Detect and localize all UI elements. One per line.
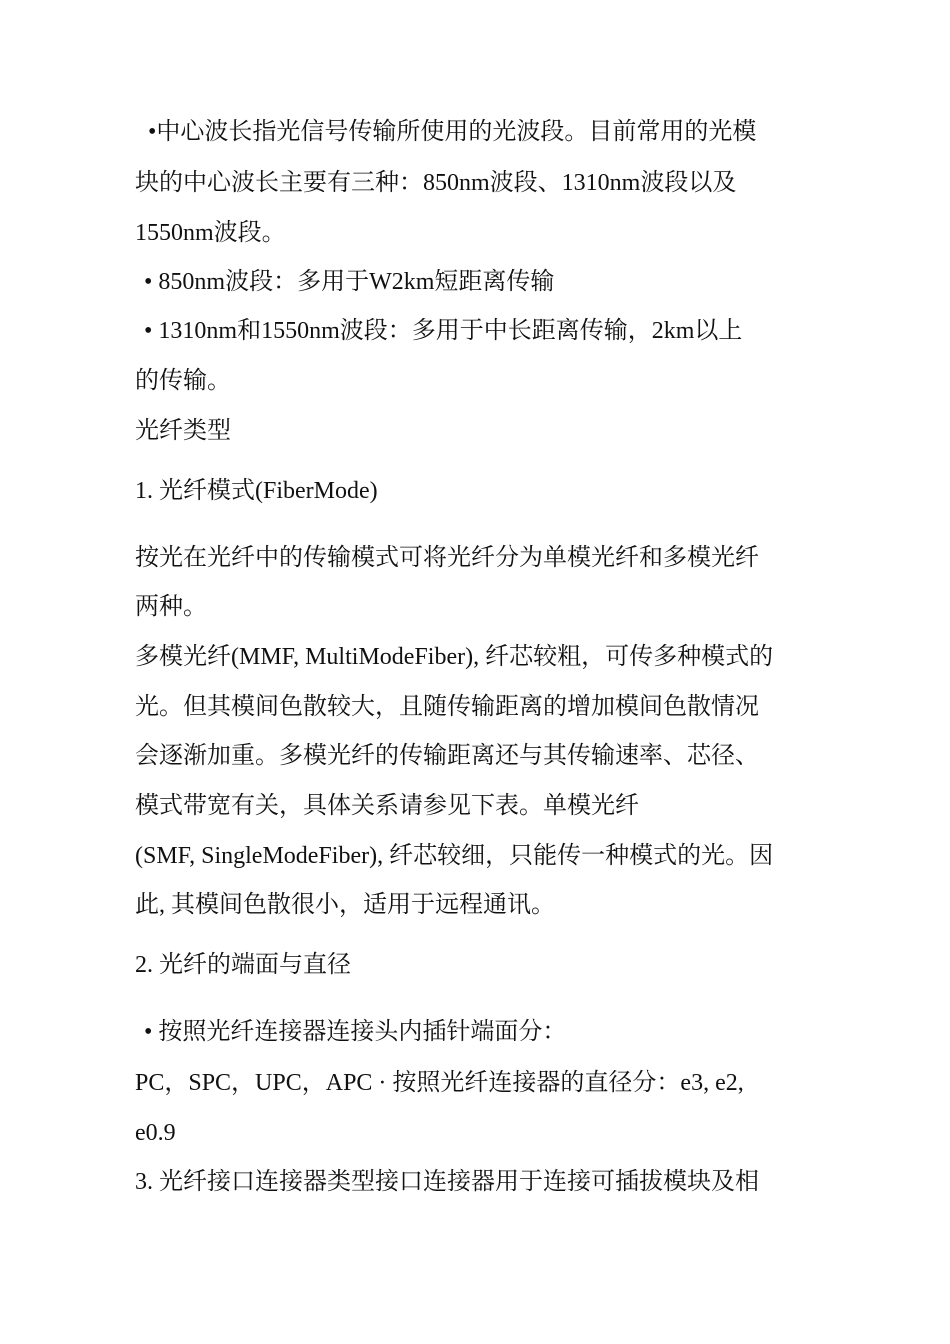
text-line: (SMF, SingleModeFiber), 纤芯较细，只能传一种模式的光。因	[135, 843, 774, 869]
section-heading: 光纤类型	[135, 418, 231, 444]
text-line: •中心波长指光信号传输所使用的光波段。目前常用的光模	[148, 119, 757, 145]
numbered-heading: 2. 光纤的端面与直径	[135, 952, 351, 978]
numbered-heading: 3. 光纤接口连接器类型接口连接器用于连接可插拔模块及相	[135, 1169, 759, 1195]
bullet-item: • 1310nm和1550nm波段：多用于中长距离传输，2km以上	[144, 318, 743, 344]
text-line: PC，SPC，UPC，APC · 按照光纤连接器的直径分：e3, e2,	[135, 1070, 744, 1096]
text-line: 两种。	[135, 594, 207, 620]
text-line: 1550nm波段。	[135, 220, 286, 246]
text-line: 块的中心波长主要有三种：850nm波段、1310nm波段以及	[135, 170, 737, 196]
numbered-heading: 1. 光纤模式(FiberMode)	[135, 478, 378, 504]
text-line: 此, 其模间色散很小，适用于远程通讯。	[135, 892, 555, 918]
text-line: 会逐渐加重。多模光纤的传输距离还与其传输速率、芯径、	[135, 743, 759, 769]
bullet-item: • 按照光纤连接器连接头内插针端面分：	[144, 1019, 567, 1045]
text-line: 光。但其模间色散较大，且随传输距离的增加模间色散情况	[135, 694, 759, 720]
text-line: 按光在光纤中的传输模式可将光纤分为单模光纤和多模光纤	[135, 545, 759, 571]
text-line: 的传输。	[135, 368, 231, 394]
bullet-item: • 850nm波段：多用于W2km短距离传输	[144, 269, 555, 295]
text-line: 模式带宽有关，具体关系请参见下表。单模光纤	[135, 793, 639, 819]
text-line: e0.9	[135, 1120, 176, 1146]
text-line: 多模光纤(MMF, MultiModeFiber), 纤芯较粗，可传多种模式的	[135, 644, 774, 670]
